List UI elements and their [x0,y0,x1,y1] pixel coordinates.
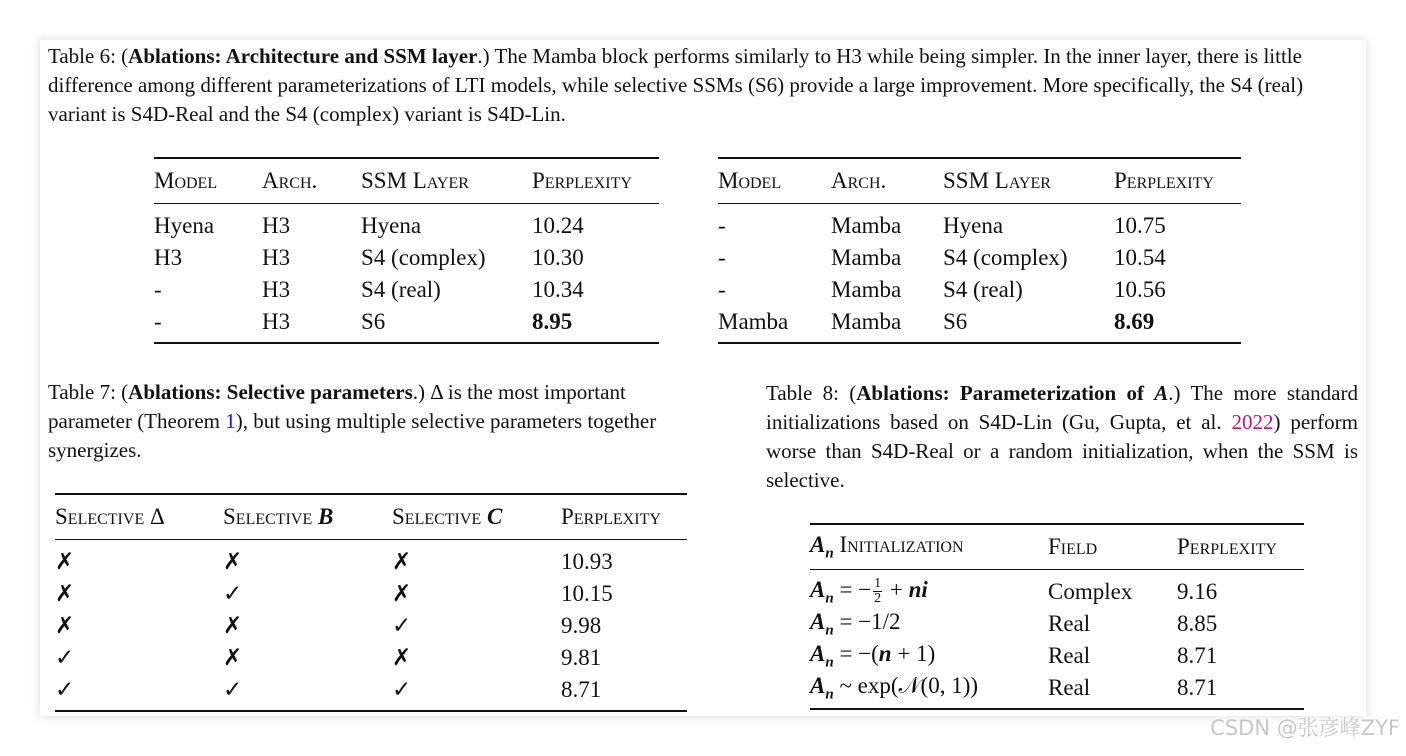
fraction: $\frac{1}{2}$ [874,575,882,606]
header-field: Field [1048,524,1177,570]
init-formula: $A_n = -1/2$ [810,608,901,639]
paper-page [40,40,1366,716]
table-row: $A_n = -1/2$ Real 8.85 [810,608,1218,639]
header-perplexity: Perplexity [561,494,687,540]
table-row: - Mamba Hyena 10.75 [718,213,1166,238]
table-row: $A_n$ = − $\frac{1}{2}$ + ni Complex 9.16 [810,570,1304,609]
header-arch: Arch. [831,158,943,204]
header-model: Model [718,158,831,204]
header-selective-c: Selective C [392,494,561,540]
table-row: ✗ ✗ ✓ 9.98 [55,613,602,638]
header-ssm-layer: SSM Layer [943,158,1114,204]
table-row: ✓ ✗ ✗ 9.81 [55,645,602,670]
table-row: $A_n = -(n + 1)$ Real 8.71 [810,640,1218,671]
init-formula: $A_n$ = − $\frac{1}{2}$ + ni [810,575,928,607]
theorem-link[interactable]: 1 [225,409,236,433]
header-selective-delta: Selective Δ [55,494,223,540]
table-row: - Mamba S4 (real) 10.56 [718,277,1166,302]
table-row: Mamba Mamba S6 8.69 [718,309,1155,334]
table6-caption: Table 6: (Ablations: Architecture and SSM layer.) The Mamba block performs similarly to H3 while being simpler. In the inner layer, there is little difference among different parameterizations of LTI models, while selective SSMs (S6) provide a large improvement. More specifically, the S4 (real) variant is S4D-Real and the S4 (complex) variant is S4D-Lin. [48,44,1304,126]
table-row: - H3 S6 8.95 [154,309,573,334]
table-row: H3 H3 S4 (complex) 10.30 [154,245,584,270]
table-row: $A_n$ ~ exp(𝒩(0, 1)) Real 8.71 [810,672,1304,709]
table-row: ✗ ✗ ✗ 10.93 [55,549,613,574]
init-formula: $A_n$ ~ exp(𝒩(0, 1)) [810,672,979,703]
table6-right [718,157,1241,344]
table-row: - H3 S4 (real) 10.34 [154,277,584,302]
init-formula: $A_n = -(n + 1)$ [810,640,936,671]
header-an-initialization: $A_n$ Initialization [810,524,1048,570]
header-perplexity: Perplexity [1177,524,1304,570]
header-perplexity: Perplexity [1114,158,1241,204]
header-model: Model [154,158,262,204]
header-arch: Arch. [262,158,361,204]
table-row: Hyena H3 Hyena 10.24 [154,213,584,238]
table6-left [154,157,659,344]
header-perplexity: Perplexity [532,158,659,204]
table7-caption: Table 7: (Ablations: Selective parameters.) Δ is the most important parameter (Theorem 1), but using multiple selective parameters together synergizes. [48,380,657,462]
header-ssm-layer: SSM Layer [361,158,532,204]
table-row: ✗ ✓ ✗ 10.15 [55,581,613,606]
table-row: ✓ ✓ ✓ 8.71 [55,677,602,702]
citation-link[interactable]: 2022 [1231,410,1274,434]
table8 [810,523,1304,710]
table8-caption: Table 8: (Ablations: Parameterization of A.) The more standard initializations based on S4D-Lin (Gu, Gupta, et al. 2022) perform worse than S4D-Real or a random initialization, when the SSM is selective. [766,381,1358,492]
table7 [55,493,687,712]
csdn-watermark: CSDN @张彦峰ZYF [1210,716,1400,740]
header-selective-b: Selective B [223,494,392,540]
table-row: - Mamba S4 (complex) 10.54 [718,245,1166,270]
